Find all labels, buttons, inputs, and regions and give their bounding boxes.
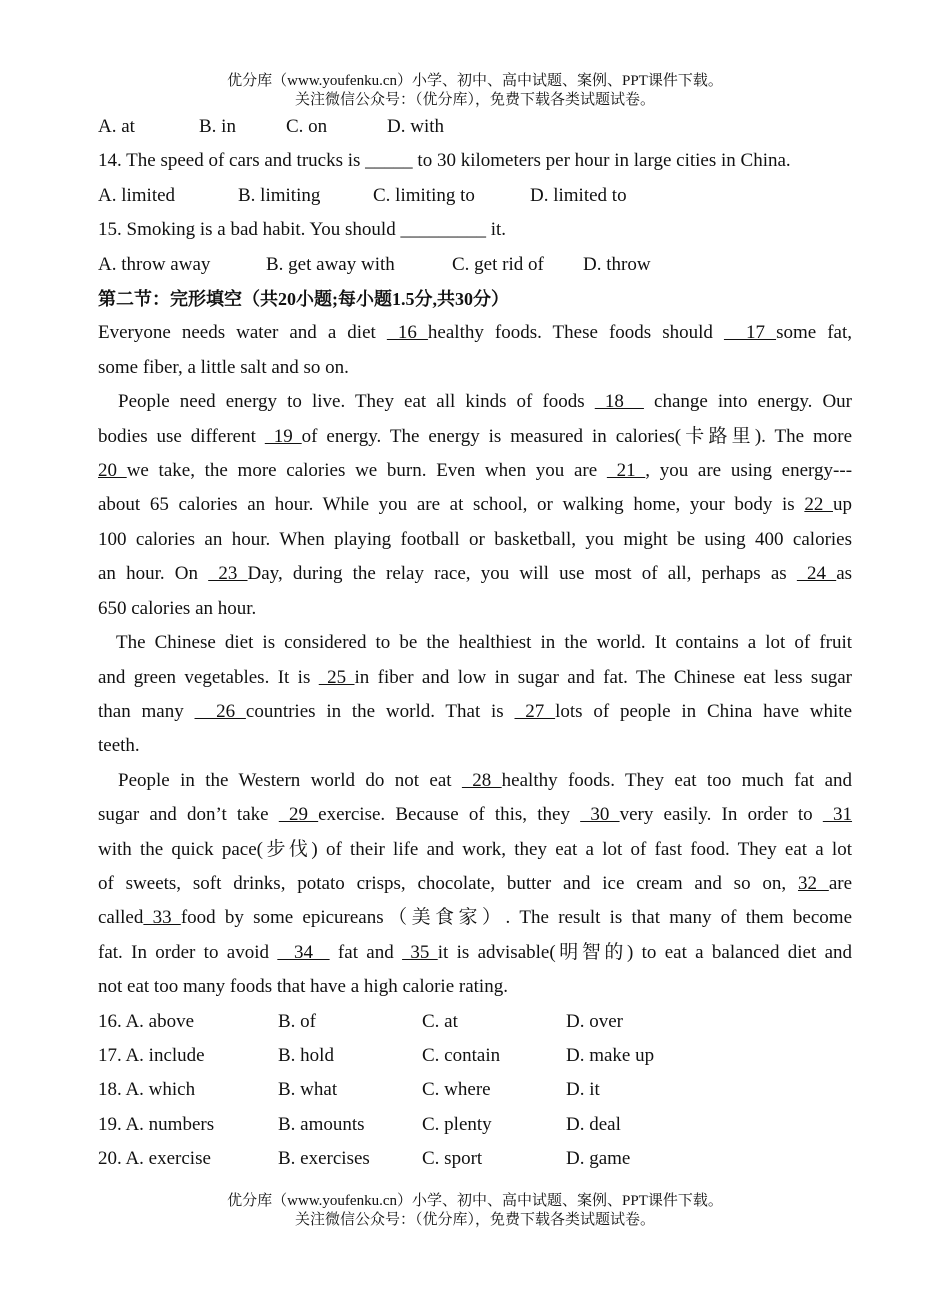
text: as [836, 563, 853, 585]
q13-option-d: D. with [387, 116, 444, 137]
option-a: 19. A. numbers [98, 1113, 215, 1135]
text: countries in the world. That is [245, 700, 515, 722]
passage-line-11 [98, 661, 852, 695]
text: some fat, [776, 322, 852, 344]
options-17 [98, 1039, 852, 1073]
passage-line-15 [98, 798, 852, 832]
text: than many [98, 700, 195, 722]
section-2-title: 第二节：完形填空（共20小题;每小题1.5分,共30分） [98, 289, 509, 310]
text: People in the Western world do not eat [118, 769, 462, 791]
q14-option-d: D. limited to [530, 184, 627, 206]
q14-option-a: A. limited [98, 184, 176, 206]
blank-19: 19 [264, 425, 302, 447]
blank-32: 32 [797, 872, 829, 894]
q13-option-c: C. on [286, 116, 328, 137]
passage-line-12 [98, 695, 852, 729]
blank-23: 23 [208, 563, 248, 585]
text: food by some epicureans（美食家）. The result is that many of them become [180, 907, 852, 929]
q14-option-c: C. limiting to [373, 184, 475, 206]
options-19 [98, 1108, 852, 1142]
passage-line-8 [98, 557, 852, 591]
q15-option-a: A. throw away [98, 253, 211, 275]
q15-option-c: C. get rid of [452, 253, 544, 275]
option-c: C. sport [422, 1148, 483, 1170]
text: People need energy to live. They eat all kinds of foods [118, 391, 595, 413]
q14-option-b: B. limiting [238, 184, 321, 206]
q14-stem-post: to 30 kilometers per hour in large cities in China. [412, 150, 791, 172]
blank-31: 31 [822, 804, 853, 826]
option-c: C. where [422, 1079, 491, 1101]
option-b: B. amounts [278, 1113, 365, 1135]
blank-27: 27 [514, 700, 556, 722]
text: sugar and don’t take [98, 804, 279, 826]
option-c: C. plenty [422, 1113, 492, 1135]
option-c: C. at [422, 1010, 458, 1032]
page-header [0, 72, 950, 110]
text: it is advisable(明智的) to eat a balanced diet and [437, 941, 853, 963]
option-d: D. make up [566, 1044, 655, 1066]
footer-line-1: 优分库（www.youfenku.cn）小学、初中、高中试题、案例、PPT课件下载。 [227, 1193, 723, 1209]
text: in fiber and low in sugar and fat. The Chinese eat less sugar [354, 666, 853, 688]
text: , you are using energy--- [645, 460, 853, 482]
option-a: 16. A. above [98, 1010, 195, 1032]
passage-line-7: 100 calories an hour. When playing football or basketball, you might be using 400 calories [98, 528, 852, 550]
q15-blank: _________ [400, 219, 486, 241]
blank-24: 24 [796, 563, 837, 585]
options-18 [98, 1073, 852, 1107]
q14-options [98, 179, 852, 213]
exam-body [98, 110, 852, 1177]
passage-line-17 [98, 867, 852, 901]
text: lots of people in China have white [555, 700, 853, 722]
blank-21: 21 [606, 460, 646, 482]
blank-22: 22 [804, 494, 833, 516]
passage-line-13: teeth. [98, 735, 140, 757]
passage-line-14 [98, 764, 852, 798]
option-a: 20. A. exercise [98, 1148, 211, 1170]
option-d: D. deal [566, 1113, 621, 1135]
header-line-1: 优分库（www.youfenku.cn）小学、初中、高中试题、案例、PPT课件下载。 [227, 73, 723, 89]
text: called [98, 907, 144, 929]
blank-28: 28 [461, 769, 502, 791]
text: change into energy. Our [643, 391, 852, 413]
option-b: B. what [278, 1079, 338, 1101]
q13-option-b: B. in [199, 116, 236, 137]
q14-stem [98, 144, 852, 178]
q15-stem-post: it. [485, 219, 507, 241]
passage-line-20: not eat too many foods that have a high calorie rating. [98, 976, 508, 998]
passage-line-2: some fiber, a little salt and so on. [98, 356, 349, 378]
options-20 [98, 1142, 852, 1176]
passage-line-19 [98, 936, 852, 970]
options-16 [98, 1005, 852, 1039]
blank-34: 34 [277, 941, 330, 963]
q15-stem-pre: 15. Smoking is a bad habit. You should [98, 219, 401, 241]
q14-blank: _____ [365, 150, 413, 172]
text: very easily. In order to [619, 804, 823, 826]
q15-options [98, 248, 852, 282]
text: healthy foods. These foods should [427, 322, 724, 344]
q13-options [98, 110, 852, 144]
text: fat. In order to avoid [98, 941, 278, 963]
page-footer [0, 1192, 950, 1230]
text: of energy. The energy is measured in calories(卡路里). The more [301, 425, 852, 447]
blank-30: 30 [580, 804, 620, 826]
blank-17: 17 [723, 322, 777, 344]
option-a: 18. A. which [98, 1079, 196, 1101]
passage-line-5 [98, 454, 852, 488]
text: we take, the more calories we burn. Even when you are [126, 460, 607, 482]
blank-18: 18 [594, 391, 644, 413]
option-b: B. hold [278, 1044, 334, 1066]
option-d: D. it [566, 1079, 600, 1101]
option-b: B. of [278, 1010, 316, 1032]
passage-line-16: with the quick pace(步伐) of their life and work, they eat a lot of fast food. They eat a lot [98, 838, 852, 860]
q14-stem-pre: 14. The speed of cars and trucks is [98, 150, 366, 172]
blank-29: 29 [278, 804, 319, 826]
option-d: D. over [566, 1010, 623, 1032]
text: of sweets, soft drinks, potato crisps, chocolate, butter and ice cream and so on, [98, 872, 798, 894]
blank-33: 33 [143, 907, 181, 929]
blank-25: 25 [318, 666, 355, 688]
option-c: C. contain [422, 1044, 501, 1066]
blank-35: 35 [402, 941, 438, 963]
text: and green vegetables. It is [98, 666, 319, 688]
text: bodies use different [98, 425, 265, 447]
passage-line-9: 650 calories an hour. [98, 597, 257, 619]
text: are [828, 872, 853, 894]
blank-16: 16 [386, 322, 428, 344]
footer-line-2: 关注微信公众号：（优分库），免费下载各类试题试卷。 [294, 1212, 655, 1228]
option-b: B. exercises [278, 1148, 370, 1170]
option-d: D. game [566, 1148, 631, 1170]
q13-option-a: A. at [98, 116, 135, 137]
passage-line-10: The Chinese diet is considered to be the healthiest in the world. It contains a lot of fruit [116, 632, 852, 654]
q15-option-d: D. throw [583, 253, 651, 275]
passage-line-3 [98, 385, 852, 419]
text: fat and [329, 941, 403, 963]
passage-line-18 [98, 901, 852, 935]
header-line-2: 关注微信公众号：（优分库），免费下载各类试题试卷。 [294, 92, 655, 108]
text: up [833, 494, 852, 516]
option-a: 17. A. include [98, 1044, 205, 1066]
q15-stem [98, 213, 852, 247]
q15-option-b: B. get away with [266, 253, 395, 275]
passage-line-1 [98, 316, 852, 350]
text: healthy foods. They eat too much fat and [501, 769, 853, 791]
blank-20: 20 [98, 460, 127, 482]
passage-line-4 [98, 420, 852, 454]
blank-26: 26 [194, 700, 246, 722]
text: Day, during the relay race, you will use most of all, perhaps as [247, 563, 797, 585]
text: exercise. Because of this, they [318, 804, 581, 826]
text: about 65 calories an hour. While you are at school, or walking home, your body is [98, 494, 805, 516]
passage-line-6 [98, 488, 852, 522]
text: Everyone needs water and a diet [98, 322, 387, 344]
text: an hour. On [98, 563, 209, 585]
